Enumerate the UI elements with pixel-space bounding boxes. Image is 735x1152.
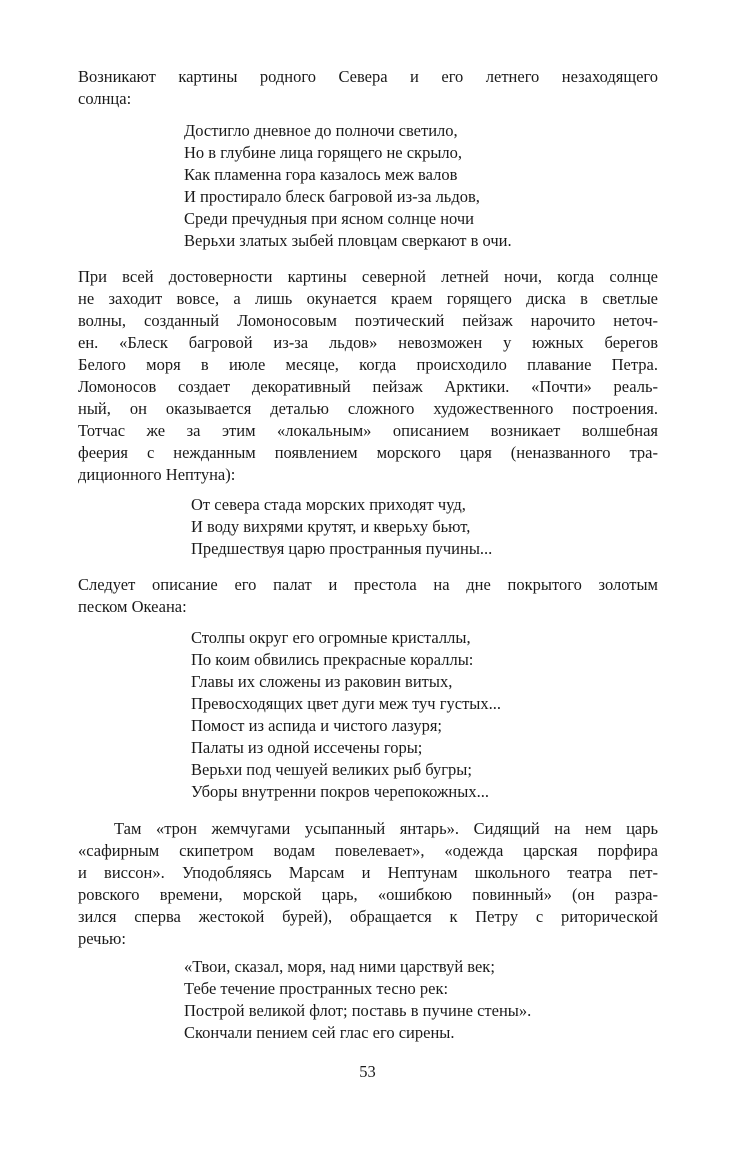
verse-line: По коим обвились прекрасные кораллы:	[191, 650, 474, 669]
verse-line: Предшествуя царю пространныя пучины...	[191, 539, 493, 558]
verse-line: Палаты из одной иссечены горы;	[191, 738, 423, 757]
text-line: ный, он оказывается деталью сложного художественного построения.	[78, 399, 658, 418]
verse-line: Построй великой флот; поставь в пучине стены».	[184, 1001, 532, 1020]
text-line: и виссон». Уподобляясь Марсам и Нептунам школьного театра пет-	[78, 863, 658, 882]
text-line: феерия с нежданным появлением морского царя (неназванного тра-	[78, 443, 658, 462]
text-line: солнца:	[78, 89, 132, 108]
verse-3	[191, 627, 501, 803]
verse-line: Тебе течение пространных тесно рек:	[184, 979, 449, 998]
verse-line: Среди пречудныя при ясном солнце ночи	[184, 209, 474, 228]
verse-line: Помост из аспида и чистого лазуря;	[191, 716, 443, 735]
verse-4	[184, 956, 531, 1044]
text-line: Там «трон жемчугами усыпанный янтарь». Сидящий на нем царь	[114, 819, 658, 838]
paragraph-4	[78, 818, 658, 950]
verse-line: «Твои, сказал, моря, над ними царствуй век;	[184, 957, 495, 976]
verse-line: Верьхи под чешуей великих рыб бугры;	[191, 760, 472, 779]
verse-line: И простирало блеск багровой из-за льдов,	[184, 187, 480, 206]
verse-line: Как пламенна гора казалось меж валов	[184, 165, 458, 184]
text-line: Следует описание его палат и престола на дне покрытого золотым	[78, 575, 658, 594]
text-line: Белого моря в июле месяце, когда происходило плавание Петра.	[78, 355, 658, 374]
text-line: ровского времени, морской царь, «ошибкою повинный» (он разра-	[78, 885, 658, 904]
text-line: песком Океана:	[78, 597, 187, 616]
verse-line: Столпы округ его огромные кристаллы,	[191, 628, 471, 647]
text-line: ен. «Блеск багровой из-за льдов» невозможен у южных берегов	[78, 333, 658, 352]
paragraph-3	[78, 574, 658, 618]
text-line: При всей достоверности картины северной летней ночи, когда солнце	[78, 267, 658, 286]
paragraph-1	[78, 66, 658, 110]
page-number: 53	[359, 1062, 376, 1081]
text-line: зился сперва жестокой бурей), обращается к Петру с риторической	[78, 907, 658, 926]
text-line: Возникают картины родного Севера и его летнего незаходящего	[78, 67, 658, 86]
text-line: не заходит вовсе, а лишь окунается краем горящего диска в светлые	[78, 289, 658, 308]
verse-line: От севера стада морских приходят чуд,	[191, 495, 466, 514]
verse-1	[184, 120, 512, 252]
verse-line: Скончали пением сей глас его сирены.	[184, 1023, 455, 1042]
verse-line: Главы их сложены из раковин витых,	[191, 672, 453, 691]
verse-line: Достигло дневное до полночи светило,	[184, 121, 458, 140]
text-line: диционного Нептуна):	[78, 465, 236, 484]
verse-2	[191, 494, 492, 560]
text-line: волны, созданный Ломоносовым поэтический пейзаж нарочито неточ-	[78, 311, 658, 330]
verse-line: Превосходящих цвет дуги меж туч густых...	[191, 694, 501, 713]
verse-line: Уборы внутренни покров черепокожных...	[191, 782, 489, 801]
text-line: «сафирным скипетром водам повелевает», «одежда царская порфира	[78, 841, 658, 860]
paragraph-2	[78, 266, 658, 486]
verse-line: И воду вихрями крутят, и кверьху бьют,	[191, 517, 471, 536]
text-line: речью:	[78, 929, 126, 948]
verse-line: Верьхи златых зыбей пловцам сверкают в очи.	[184, 231, 512, 250]
verse-line: Но в глубине лица горящего не скрыло,	[184, 143, 463, 162]
text-line: Ломоносов создает декоративный пейзаж Арктики. «Почти» реаль-	[78, 377, 658, 396]
text-line: Тотчас же за этим «локальным» описанием возникает волшебная	[78, 421, 658, 440]
